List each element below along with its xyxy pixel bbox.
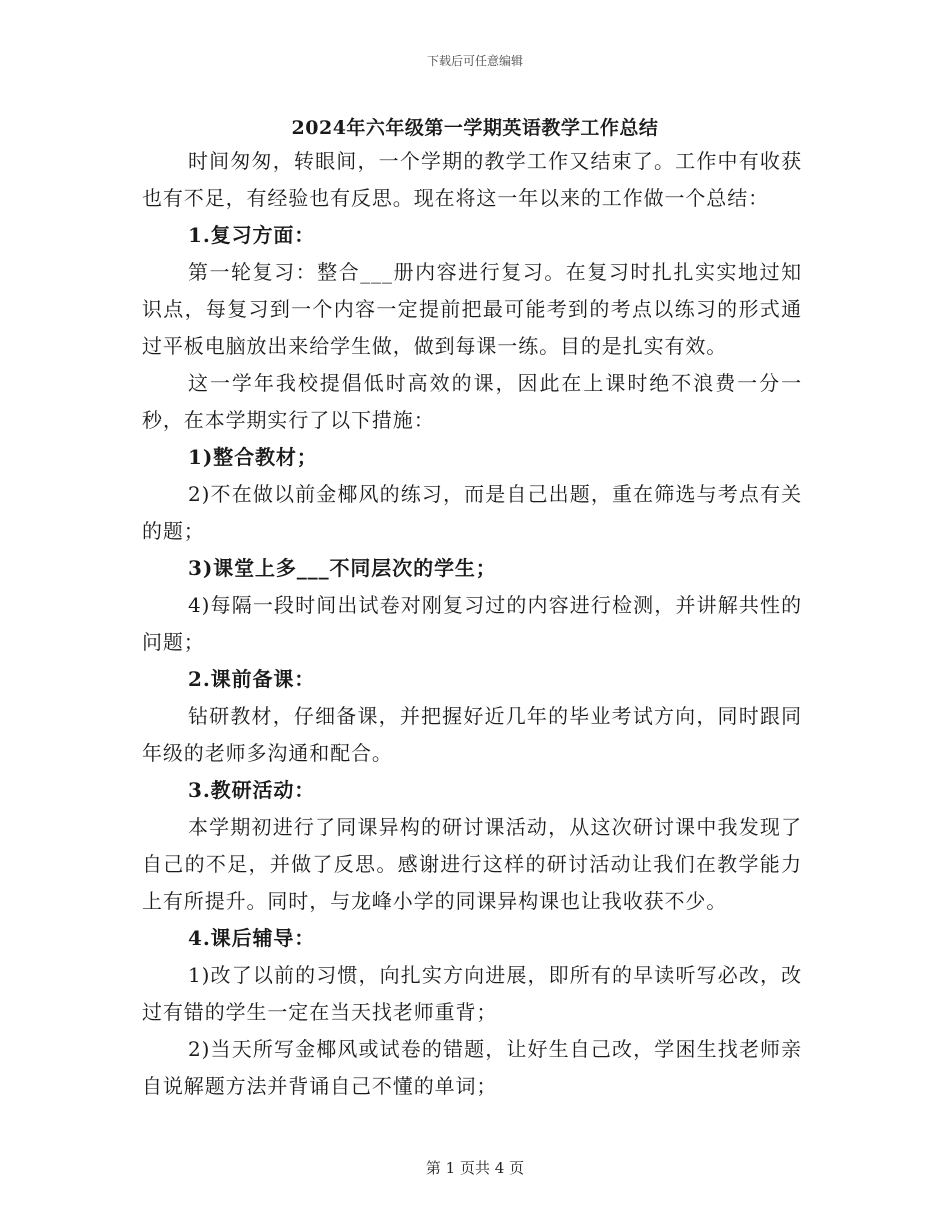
heading-research: 3.教研活动： bbox=[188, 778, 316, 802]
page-header: 下载后可任意编辑 bbox=[426, 54, 523, 68]
paragraph-lesson-prep: 钻研教材，仔细备课，并把握好近几年的毕业考试方向，同时跟同年级的老师多沟通和配合。 bbox=[142, 704, 802, 765]
heading-lesson-prep: 2.课前备课： bbox=[188, 667, 316, 691]
paragraph-measures: 这一学年我校提倡低时高效的课，因此在上课时绝不浪费一分一秒，在本学期实行了以下措施： bbox=[142, 371, 802, 432]
tutoring-item-2: 2)当天所写金椰风或试卷的错题，让好生自己改，学困生找老师亲自说解题方法并背诵自己不懂的单词； bbox=[142, 1037, 802, 1098]
list-item-1: 1)整合教材； bbox=[188, 445, 318, 469]
page-footer: 第 1 页共 4 页 bbox=[425, 1159, 525, 1177]
paragraph-intro: 时间匆匆，转眼间，一个学期的教学工作又结束了。工作中有收获也有不足，有经验也有反思。现在将这一年以来的工作做一个总结： bbox=[142, 149, 802, 210]
list-item-2: 2)不在做以前金椰风的练习，而是自己出题，重在筛选与考点有关的题； bbox=[142, 482, 802, 543]
document-body bbox=[142, 143, 802, 1105]
paragraph-first-review: 第一轮复习：整合___册内容进行复习。在复习时扎扎实实地过知识点，每复习到一个内容一定提前把最可能考到的考点以练习的形式通过平板电脑放出来给学生做，做到每课一练。目的是扎实有效。 bbox=[142, 260, 802, 358]
document-title: 2024年六年级第一学期英语教学工作总结 bbox=[291, 117, 659, 139]
list-item-3: 3)课堂上多___不同层次的学生； bbox=[188, 556, 497, 580]
tutoring-item-1: 1)改了以前的习惯，向扎实方向进展，即所有的早读听写必改，改过有错的学生一定在当天找老师重背； bbox=[142, 963, 802, 1024]
heading-review: 1.复习方面： bbox=[188, 223, 316, 247]
heading-tutoring: 4.课后辅导： bbox=[188, 926, 316, 950]
paragraph-research: 本学期初进行了同课异构的研讨课活动，从这次研讨课中我发现了自己的不足，并做了反思。感谢进行这样的研讨活动让我们在教学能力上有所提升。同时，与龙峰小学的同课异构课也让我收获不少。 bbox=[142, 815, 802, 913]
list-item-4: 4)每隔一段时间出试卷对刚复习过的内容进行检测，并讲解共性的问题； bbox=[142, 593, 802, 654]
